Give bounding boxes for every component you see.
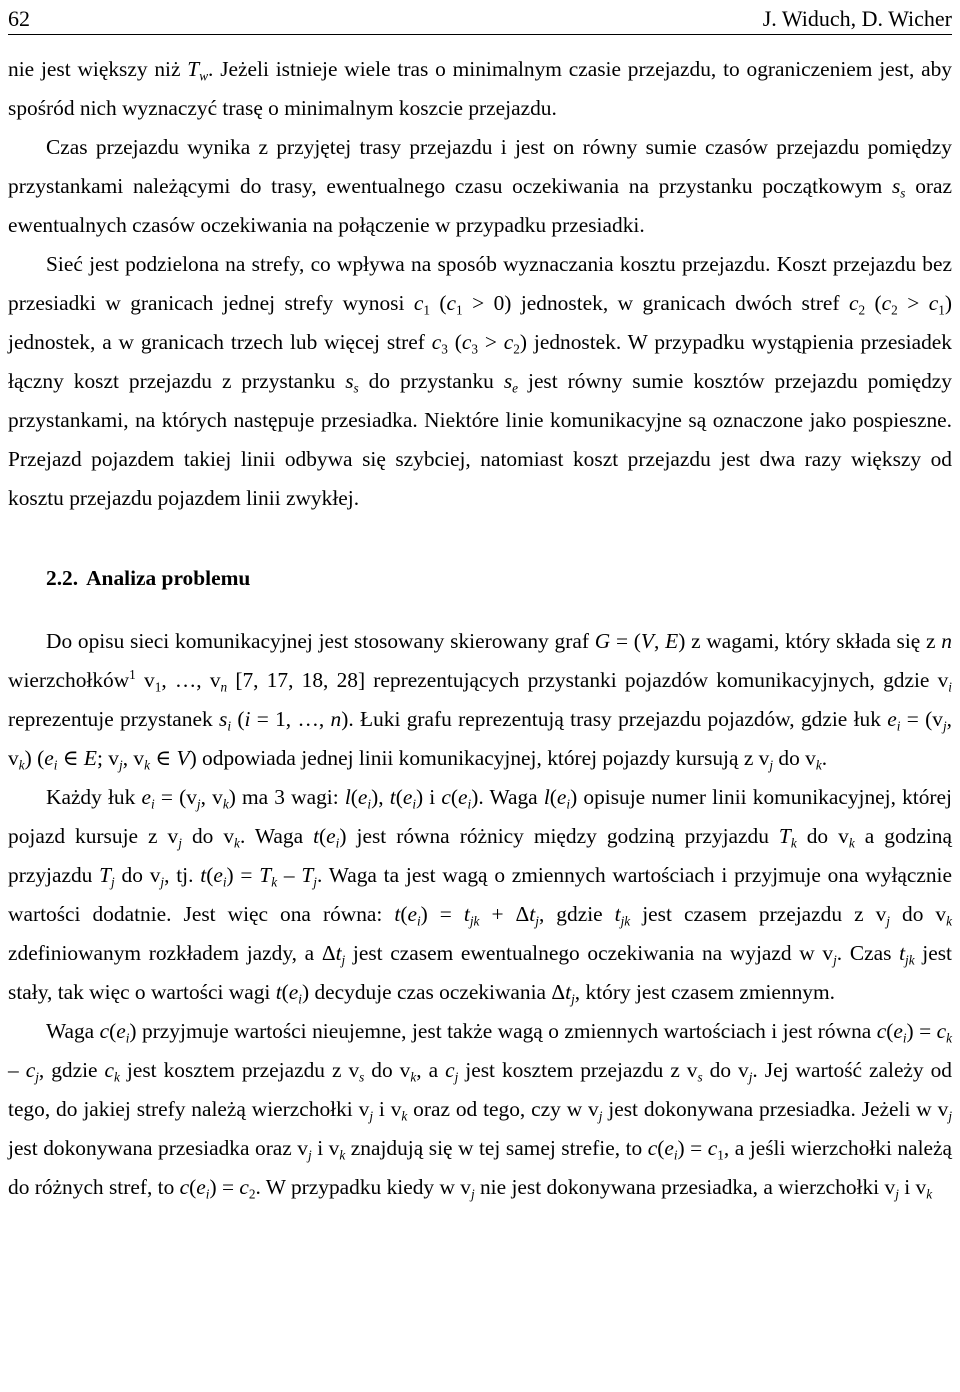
paragraph: nie jest większy niż $T_w$. Jeżeli istnieje wiele tras o minimalnym czasie przejazdu, to ograniczeniem jest, aby spośród nich wyznaczyć trasę o minimalnym koszcie przejazdu. xyxy=(8,57,952,120)
body-text xyxy=(8,50,952,1207)
paragraph: Każdy łuk $e_i = (v_j$, $v_k$) ma 3 wagi: $l(e_i)$, $t(e_i)$ i $c(e_i)$. Waga $l(e_i)$ opisuje numer linii komunikacyjnej, której pojazd kursuje z $v_j$ do $v_k$. Waga $t(e_i)$ jest równa różnicy między godziną przyjazdu $T_k$ do $v_k$ a godziną przyjazdu $T_j$ do $v_j$, tj. $t(e_i) = T_k - T_j$. Waga ta jest wagą o zmiennych wartościach i przyjmuje ona wyłącznie wartości dodatnie. Jest więc ona równa: $t(e_i) = t_{jk} + \Delta t_j$, gdzie $t_{jk}$ jest czasem przejazdu z $v_j$ do $v_k$ zdefiniowanym rozkładem jazdy, a $\Delta t_j$ jest czasem ewentualnego oczekiwania na wyjazd w $v_j$. Czas $t_{jk}$ jest stały, tak więc o wartości wagi $t(e_i)$ decyduje czas oczekiwania $\Delta t_j$, który jest czasem zmiennym. xyxy=(8,785,953,1007)
citation-list: [7, 17, 18, 28] xyxy=(235,668,366,692)
section-number: 2.2. xyxy=(46,566,79,590)
paragraph: Waga $c(e_i)$ przyjmuje wartości nieujemne, jest także wagą o zmiennych wartościach i jest równa $c(e_i) = c_k - c_j$, gdzie $c_k$ jest kosztem przejazdu z $v_s$ do $v_k$, a $c_j$ jest kosztem przejazdu z $v_s$ do $v_j$. Jej wartość zależy od tego, do jakiej strefy należą wierzchołki $v_j$ i $v_k$ oraz od tego, czy w $v_j$ jest dokonywana przesiadka. Jeżeli w $v_j$ jest dokonywana przesiadka oraz $v_j$ i $v_k$ znajdują się w tej samej strefie, to $c(e_i) = c_1$, a jeśli wierzchołki należą do różnych stref, to $c(e_i) = c_2$. W przypadku kiedy w $v_j$ nie jest dokonywana przesiadka, a wierzchołki $v_j$ i $v_k$ xyxy=(8,1019,953,1202)
paragraph: Czas przejazdu wynika z przyjętej trasy przejazdu i jest on równy sumie czasów przejazdu pomiędzy przystankami należącymi do trasy, ewentualnego czasu oczekiwania na przystanku początkowym $s_s$ oraz ewentualnych czasów oczekiwania na połączenie w przypadku przesiadki. xyxy=(8,135,952,237)
page-header xyxy=(8,0,952,35)
paragraph: Sieć jest podzielona na strefy, co wpływa na sposób wyznaczania kosztu przejazdu. Koszt przejazdu bez przesiadki w granicach jednej strefy wynosi $c_1$ $(c_1 > 0)$ jednostek, w granicach dwóch stref $c_2$ $(c_2 > c_1)$ jednostek, a w granicach trzech lub więcej stref $c_3$ $(c_3 > c_2)$ jednostek. W przypadku wystąpienia przesiadek łączny koszt przejazdu z przystanku $s_s$ do przystanku $s_e$ jest równy sumie kosztów przejazdu pomiędzy przystankami, na których następuje przesiadka. Niektóre linie komunikacyjne są oznaczone jako pospieszne. Przejazd pojazdem takiej linii odbywa się szybciej, natomiast koszt przejazdu jest dwa razy większy od kosztu przejazdu pojazdem linii zwykłej. xyxy=(8,252,952,510)
running-head-authors: J. Widuch, D. Wicher xyxy=(762,6,952,31)
page-number: 62 xyxy=(8,6,30,31)
footnote-marker: 1 xyxy=(129,667,136,683)
section-heading xyxy=(46,559,952,598)
section-title: Analiza problemu xyxy=(86,566,251,590)
paragraph: Do opisu sieci komunikacyjnej jest stosowany skierowany graf G = (V, E) z wagami, który składa się z n wierzchołków$^1$ $v_1$, …, $v_n$ [7, 17, 18, 28] reprezentujących przystanki pojazdów komunikacyjnych, gdzie $v_i$ reprezentuje przystanek $s_i$ (i = 1, …, n). Łuki grafu reprezentują trasy przejazdu pojazdów, gdzie łuk $e_i = (v_j$, $v_k$) ($e_i$ ∈ E; $v_j$, $v_k$ ∈ V) odpowiada jednej linii komunikacyjnej, której pojazdy kursują z $v_j$ do $v_k$. xyxy=(8,629,952,773)
